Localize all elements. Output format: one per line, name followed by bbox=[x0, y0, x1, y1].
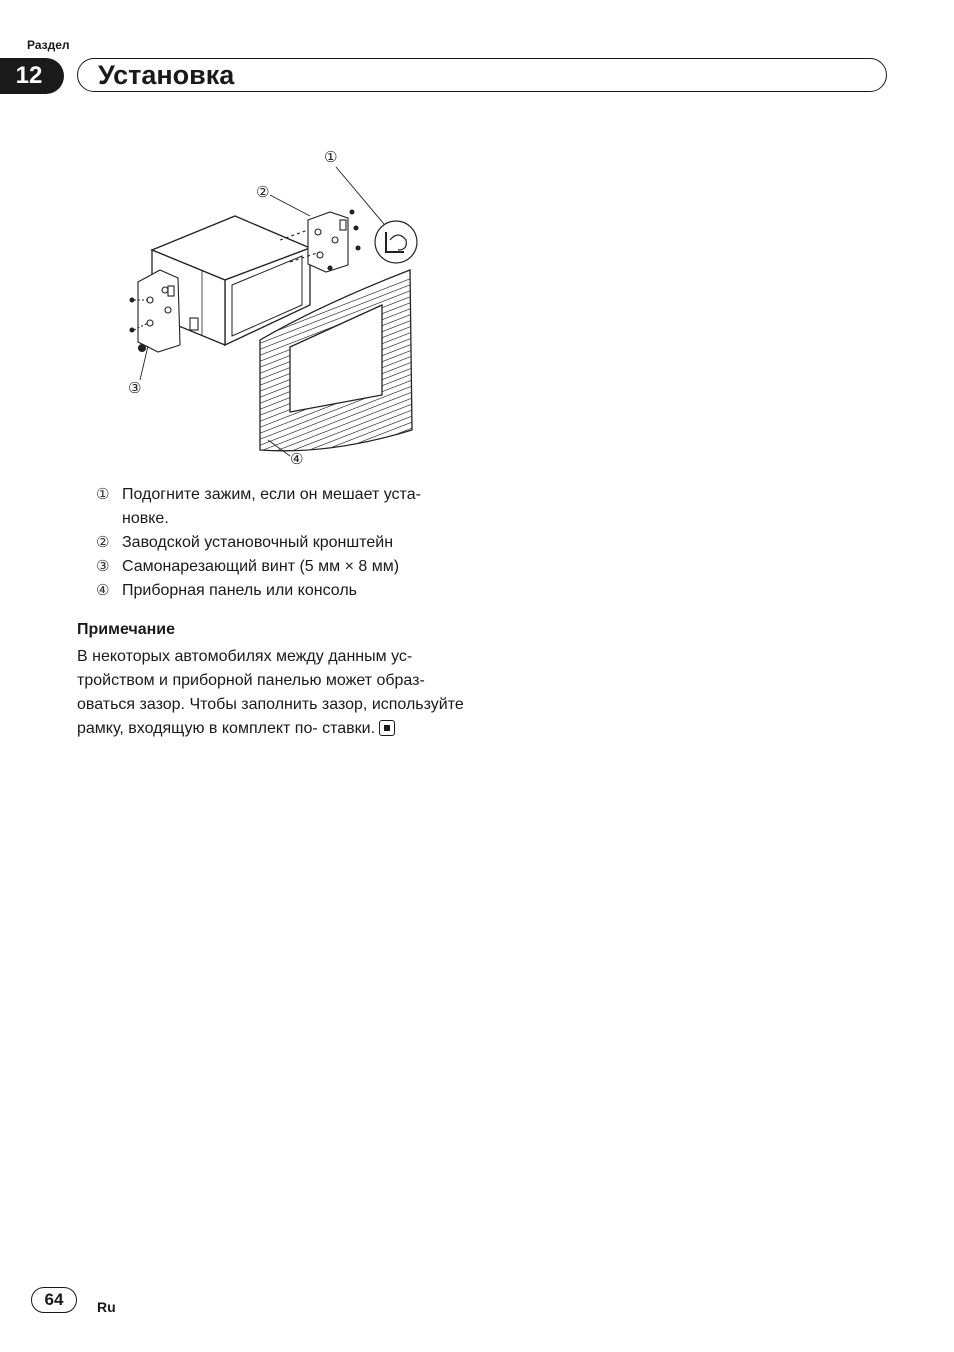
callout-1: ① bbox=[324, 148, 338, 166]
note-heading: Примечание bbox=[77, 621, 176, 638]
step-text: Подогните зажим, если он мешает уста- bbox=[122, 486, 421, 503]
list-item bbox=[96, 531, 476, 555]
list-item bbox=[96, 507, 476, 531]
list-item bbox=[96, 579, 476, 603]
section-number-badge: 12 bbox=[0, 58, 64, 94]
callout-2: ② bbox=[256, 183, 270, 201]
end-of-section-icon bbox=[379, 720, 395, 736]
note-body bbox=[77, 645, 472, 741]
step-number: ④ bbox=[96, 582, 110, 599]
step-text: новке. bbox=[122, 510, 169, 527]
step-text: Заводской установочный кронштейн bbox=[122, 534, 394, 551]
callout-4: ④ bbox=[290, 450, 304, 468]
installation-diagram bbox=[120, 140, 430, 475]
title-bar bbox=[77, 58, 887, 92]
language-code: Ru bbox=[97, 1299, 116, 1315]
step-number: ③ bbox=[96, 558, 110, 575]
step-number bbox=[96, 507, 122, 531]
list-item bbox=[96, 483, 476, 507]
steps-list bbox=[96, 483, 476, 603]
note-text: В некоторых автомобилях между данным ус- тройством и приборной панелью может образ- оваться зазор. Чтобы заполнить зазор, используйте рамку, входящую в комплект по- ставки. bbox=[77, 648, 464, 737]
callout-3: ③ bbox=[128, 379, 142, 397]
step-number: ② bbox=[96, 534, 110, 551]
page-title: Установка bbox=[98, 60, 235, 90]
list-item bbox=[96, 555, 476, 579]
step-text: Самонарезающий винт (5 мм × 8 мм) bbox=[122, 558, 400, 575]
step-number: ① bbox=[96, 486, 110, 503]
clip-detail-callout bbox=[375, 221, 417, 263]
page-number: 64 bbox=[31, 1287, 77, 1313]
section-label: Раздел bbox=[27, 38, 70, 52]
step-text: Приборная панель или консоль bbox=[122, 582, 357, 599]
